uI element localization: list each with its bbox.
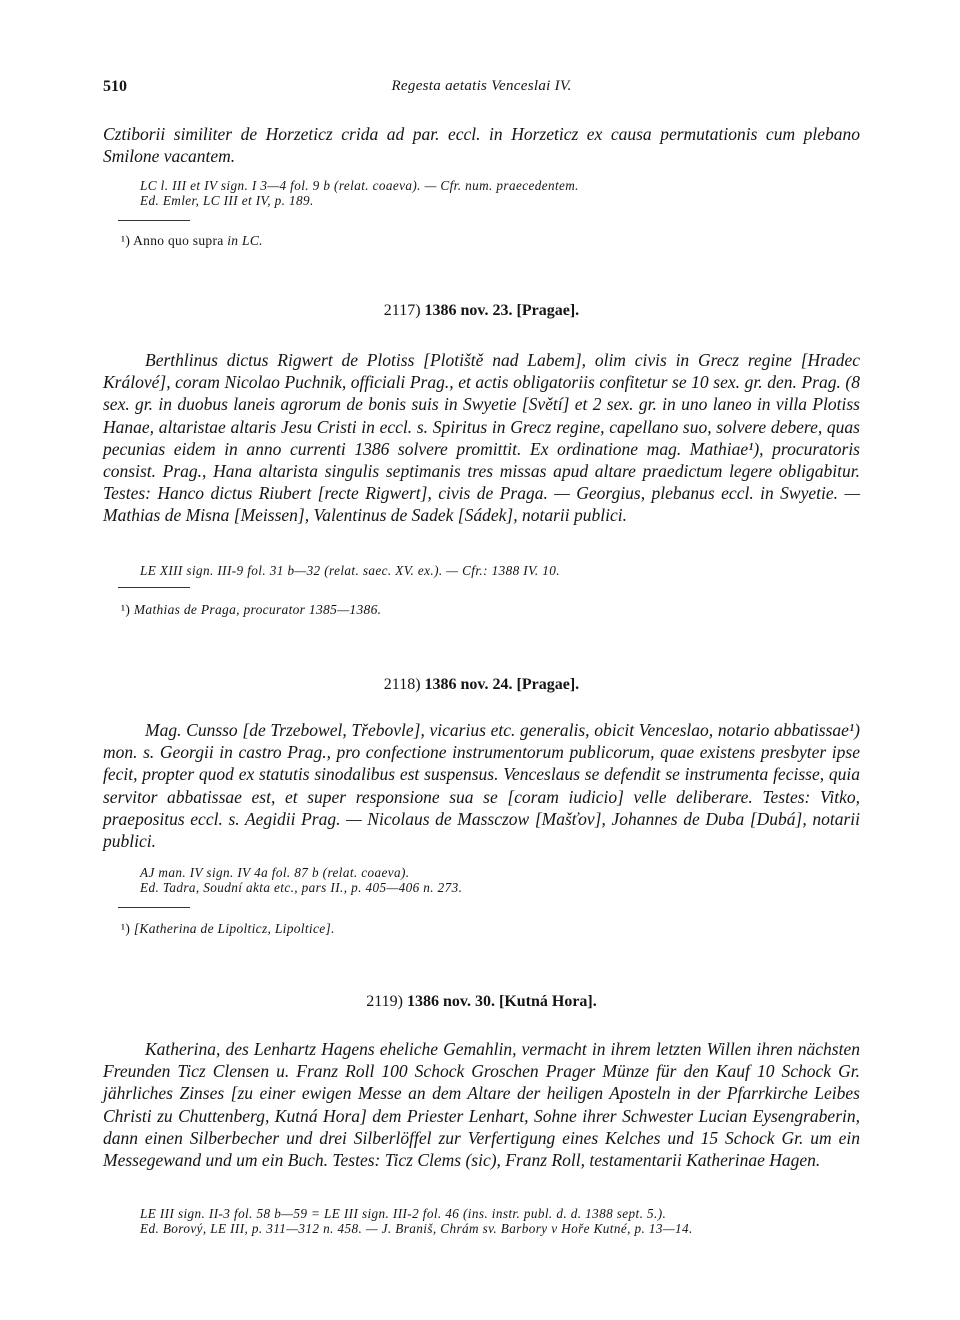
intro-footnote: [121, 233, 263, 249]
entry-date: 1386 nov. 24.: [424, 676, 513, 693]
source-line: Ed. Tadra, Soudní akta etc., pars II., p. 405—406 n. 273.: [140, 879, 463, 895]
footnote-text-italic: [Katherina de Lipolticz, Lipoltice].: [133, 921, 335, 936]
entry-place: [Pragae].: [516, 302, 580, 319]
entry-text: Katherina, des Lenhartz Hagens eheliche Gemahlin, vermacht in ihrem letzten Willen ihren nächsten Freunden Ticz Clensen u. Franz Roll 100 Schock Groschen Prager Münze für den Kauf 10 Schock Gr. jährliches Zinses [zu einer ewigen Messe an dem Altare der heiligen Aposteln in der Pfarrkirche Leibes Christi zu Chuttenberg, Kutná Hora] dem Priester Lenhart, Sohne ihrer Schwester Lucian Eysengraberin, dann einen Silberbecher und drei Silberlöffel zur Verfertigung eines Kelches und 15 Schock Gr. um ein Messegewand und um ein Buch. Testes: Ticz Clems (sic), Franz Roll, testamentarii Katherinae Hagen.: [103, 1039, 860, 1171]
footnote-divider: [118, 220, 190, 221]
entry-footnote: [121, 602, 381, 618]
source-line: Ed. Borový, LE III, p. 311—312 n. 458. — J. Braniš, Chrám sv. Barbory v Hoře Kutné, p. 13—14.: [140, 1220, 693, 1236]
footnote-text-italic: Mathias de Praga, procurator 1385—1386.: [133, 602, 382, 617]
page-header: [103, 78, 860, 100]
footnote-text: Anno quo supra: [133, 233, 224, 248]
entry-place: [Pragae].: [516, 676, 580, 693]
entry-source: [140, 866, 870, 895]
intro-source: [140, 179, 870, 208]
entry-number: 2119): [366, 993, 403, 1010]
entry-number: 2117): [383, 302, 421, 319]
source-line: LE III sign. II-3 fol. 58 b—59 = LE III sign. III-2 fol. 46 (ins. instr. publ. d. d. 1388 sept. 5.).: [140, 1206, 667, 1221]
source-line: AJ man. IV sign. IV 4a fol. 87 b (relat. coaeva).: [140, 865, 410, 880]
footnote-divider: [118, 587, 190, 588]
entry-footnote: [121, 921, 335, 937]
footnote-text-italic: in LC.: [227, 233, 263, 248]
entry-body: [103, 1038, 860, 1171]
entry-date: 1386 nov. 23.: [424, 302, 513, 319]
source-line: LE XIII sign. III-9 fol. 31 b—32 (relat. saec. XV. ex.). — Cfr.: 1388 IV. 10.: [140, 563, 560, 578]
entry-body: [103, 719, 860, 852]
entry-source: [140, 564, 870, 579]
running-title: Regesta aetatis Venceslai IV.: [391, 78, 572, 94]
footnote-mark: ¹): [121, 233, 131, 248]
intro-continuation: [103, 123, 860, 167]
page-number: 510: [103, 78, 127, 95]
entry-number: 2118): [383, 676, 421, 693]
footnote-mark: ¹): [121, 602, 131, 617]
source-line: Ed. Emler, LC III et IV, p. 189.: [140, 192, 314, 208]
entry-text: Berthlinus dictus Rigwert de Plotiss [Plotiště nad Labem], olim civis in Grecz regine [Hradec Králové], coram Nicolao Puchnik, officiali Prag., et actis obligatoriis confitetur se 10 sex. gr. den. Prag. (8 sex. gr. in duobus laneis agrorum de bonis suis in Swyetie [Světí] et 2 sex. gr. in uno laneo in villa Plotiss Hanae, altaristae altaris Jesu Cristi in eccl. s. Spiritus in Grecz regine, capellano suo, solvere debere, quas pecunias eidem in anno currenti 1386 solvere promittit. Ex ordinatione mag. Mathiae¹), procuratoris consist. Prag., Hana altarista singulis septimanis tres missas apud altare praedictum legere obligabitur. Testes: Hanco dictus Riubert [recte Rigwert], civis de Praga. — Georgius, plebanus eccl. in Swyetie. — Mathias de Misna [Meissen], Valentinus de Sadek [Sádek], notarii publici.: [103, 350, 860, 526]
entry-heading: [103, 993, 860, 1011]
entry-body: [103, 349, 860, 527]
entry-text: Mag. Cunsso [de Trzebowel, Třebovle], vicarius etc. generalis, obicit Venceslao, notario abbatissae¹) mon. s. Georgii in castro Prag., pro confectione instrumentorum publicorum, quae existens presbyter ipse fecit, propter quod ex statutis sinodalibus est suspensus. Venceslaus se defendit se instrumenta fecisse, quia servitor abbatissae est, et super responsione sua se [coram iudicio] velle deliberare. Testes: Vitko, praepositus eccl. s. Aegidii Prag. — Nicolaus de Massczow [Mašťov], Johannes de Duba [Dubá], notarii publici.: [103, 720, 860, 852]
entry-date: 1386 nov. 30.: [406, 993, 495, 1010]
intro-text: Cztiborii similiter de Horzeticz crida ad par. eccl. in Horzeticz ex causa permutationis cum plebano Smilone vacantem.: [103, 124, 860, 167]
footnote-divider: [118, 907, 190, 908]
source-line: LC l. III et IV sign. I 3—4 fol. 9 b (relat. coaeva). — Cfr. num. praecedentem.: [140, 178, 579, 193]
entry-place: [Kutná Hora].: [498, 993, 597, 1010]
entry-source: [140, 1207, 870, 1236]
footnote-mark: ¹): [121, 921, 131, 936]
entry-heading: [103, 302, 860, 320]
entry-heading: [103, 676, 860, 694]
